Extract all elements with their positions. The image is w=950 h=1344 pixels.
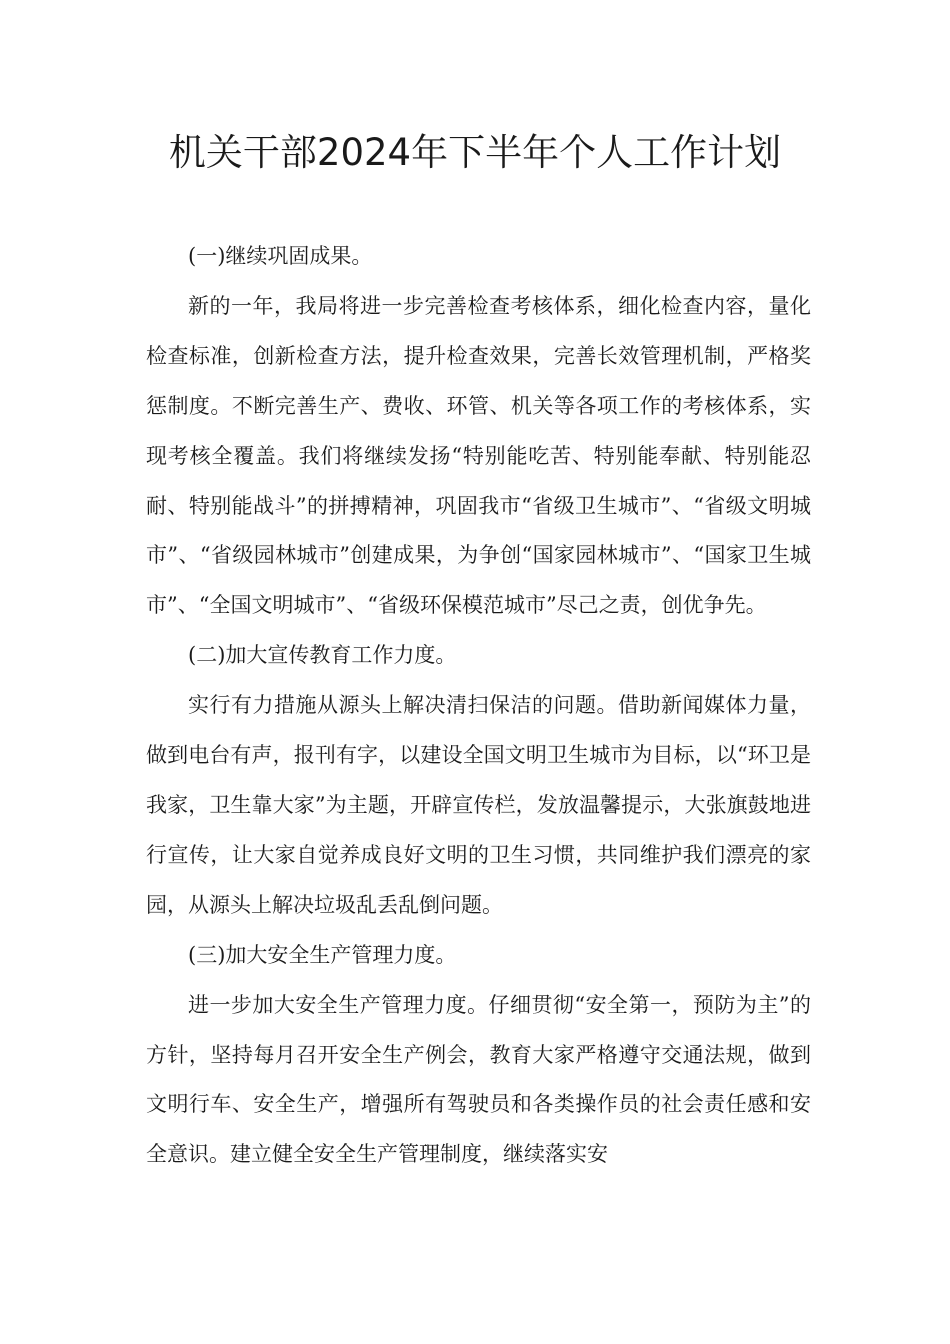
section-heading-3: (三)加大安全生产管理力度。: [188, 942, 457, 967]
paragraph-2: 实行有力措施从源头上解决清扫保洁的问题。借助新闻媒体力量，做到电台有声，报刊有字，以建设全国文明卫生城市为目标，以“环卫是我家，卫生靠大家”为主题，开辟宣传栏，发放温馨提示，大张旗鼓地进行宣传，让大家自觉养成良好文明的卫生习惯，共同维护我们漂亮的家园，从源头上解决垃圾乱丢乱倒问题。: [146, 693, 811, 917]
paragraph-1: 新的一年，我局将进一步完善检查考核体系，细化检查内容，量化检查标准，创新检查方法，提升检查效果，完善长效管理机制，严格奖惩制度。不断完善生产、费收、环管、机关等各项工作的考核体系，实现考核全覆盖。我们将继续发扬“特别能吃苦、特别能奉献、特别能忍耐、特别能战斗”的拼搏精神，巩固我市“省级卫生城市”、“省级文明城市”、“省级园林城市”创建成果，为争创“国家园林城市”、“国家卫生城市”、“全国文明城市”、“省级环保模范城市”尽己之责，创优争先。: [146, 293, 811, 618]
document-title: 机关干部2024年下半年个人工作计划: [168, 131, 782, 174]
section-heading-1: (一)继续巩固成果。: [188, 244, 373, 268]
paragraph-3: 进一步加大安全生产管理力度。仔细贯彻“安全第一，预防为主”的方针，坚持每月召开安全生产例会，教育大家严格遵守交通法规，做到文明行车、安全生产，增强所有驾驶员和各类操作员的社会责任感和安全意识。建立健全安全生产管理制度，继续落实安: [146, 992, 811, 1167]
document-body: [146, 232, 811, 1180]
section-heading-2: (二)加大宣传教育工作力度。: [188, 643, 457, 668]
